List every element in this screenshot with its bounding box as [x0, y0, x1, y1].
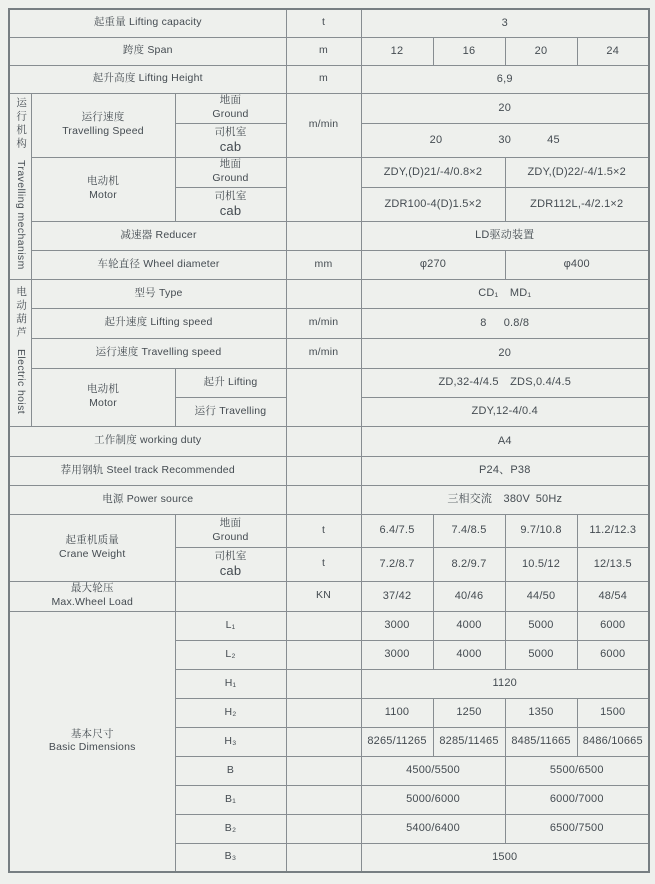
value-H3 [505, 727, 577, 756]
unit-span [286, 37, 361, 65]
section-label-travelling-mechanism [9, 93, 31, 279]
unit-empty [286, 221, 361, 250]
cell-line: 8 0.8/8 [480, 316, 530, 329]
value-wheel-diameter-a [361, 250, 505, 279]
cell-line: cab [219, 202, 242, 218]
value-max-wheel-load [577, 581, 649, 611]
row-label-wheel-diameter [31, 250, 286, 279]
value-L1 [577, 611, 649, 640]
value-B1 [361, 785, 505, 814]
cell-line: 6.4/7.5 [379, 524, 415, 537]
cell-line: 24 [606, 44, 620, 57]
row-label-type [31, 279, 286, 308]
value-H2 [505, 698, 577, 727]
vertical-label [13, 97, 27, 270]
value-motor-ground-b [505, 157, 649, 187]
value-B3 [361, 843, 649, 872]
value-span-20 [505, 37, 577, 65]
sublabel-L2 [175, 640, 286, 669]
cell-line: ZDY,(D)21/-4/0.8×2 [383, 165, 483, 178]
cell-line: 运行速度 Travelling speed [95, 346, 222, 359]
value-B1 [505, 785, 649, 814]
cell-line: P24、P38 [478, 464, 531, 477]
row-label-lifting-speed [31, 308, 286, 338]
value-lifting-speed [361, 308, 649, 338]
cell-line: B₁ [225, 792, 236, 805]
table-row [9, 65, 649, 93]
cell-line: φ400 [563, 258, 590, 271]
sublabel-B [175, 756, 286, 785]
unit-wheel-diameter [286, 250, 361, 279]
table-row [9, 368, 649, 397]
value-hoist-motor-travelling [361, 397, 649, 426]
unit-empty [286, 785, 361, 814]
cell-line: 司机室 [214, 126, 247, 139]
cell-line: 9.7/10.8 [520, 524, 562, 537]
cell-line: 跨度 Span [122, 44, 173, 57]
row-label-crane-weight [9, 514, 175, 581]
value-H3 [577, 727, 649, 756]
cell-line: 减速器 Reducer [120, 228, 197, 241]
value-L2 [505, 640, 577, 669]
cell-line: m [319, 72, 328, 85]
spec-table [8, 8, 650, 873]
sublabel-B1 [175, 785, 286, 814]
value-L1 [361, 611, 433, 640]
cell-line: Motor [89, 189, 117, 201]
row-label-max-wheel-load [9, 581, 175, 611]
table-row [9, 37, 649, 65]
value-lifting-capacity [361, 9, 649, 37]
cell-line: 6500/7500 [549, 822, 604, 835]
cell-line: 6000/7000 [549, 793, 604, 806]
cell-line: 司机室 [214, 190, 247, 203]
cell-line: 8285/11465 [439, 735, 499, 748]
cell-line: 起升 Lifting [203, 375, 258, 388]
cell-line: 4500/5500 [406, 764, 460, 777]
table-row [9, 426, 649, 456]
cell-line: L₂ [225, 647, 236, 660]
table-row [9, 308, 649, 338]
section-label-zh: 电动葫芦 [15, 286, 28, 341]
cell-line: 4000 [456, 619, 482, 632]
value-motor-ground-a [361, 157, 505, 187]
sublabel-B2 [175, 814, 286, 843]
cell-line: Ground [212, 108, 249, 120]
cell-line: 1350 [528, 706, 554, 719]
cell-line: H₁ [224, 676, 237, 689]
cell-line: 11.2/12.3 [589, 524, 637, 537]
value-span-12 [361, 37, 433, 65]
value-H2 [433, 698, 505, 727]
value-B [505, 756, 649, 785]
sublabel-B3 [175, 843, 286, 872]
cell-line: Basic Dimensions [48, 741, 136, 754]
cell-line: m/min [308, 346, 339, 359]
value-span-24 [577, 37, 649, 65]
row-label-travelling-motor [31, 157, 175, 221]
cell-line: 车轮直径 Wheel diameter [97, 257, 220, 270]
value-travelling-speed-ground [361, 93, 649, 123]
cell-line: 起重量 Lifting capacity [93, 16, 202, 29]
cell-line: t [321, 16, 326, 29]
cell-line: cab [219, 562, 242, 578]
row-label-basic-dimensions [9, 611, 175, 872]
cell-line: m [319, 44, 328, 57]
cell-line: 5000 [528, 619, 554, 632]
vertical-label [13, 286, 27, 414]
cell-line: 6,9 [496, 72, 513, 85]
value-part: 45 [547, 133, 560, 146]
cell-line: 20 [498, 346, 512, 359]
sublabel-travelling [175, 397, 286, 426]
value-L2 [361, 640, 433, 669]
cell-line: Motor [89, 397, 117, 409]
value-travelling-speed-cab [361, 123, 649, 157]
section-label-electric-hoist [9, 279, 31, 426]
cell-line: 12/13.5 [593, 557, 632, 570]
cell-line: 3 [501, 17, 508, 30]
cell-line: CD₁ MD₁ [478, 287, 532, 300]
value-B2 [361, 814, 505, 843]
table-row [9, 221, 649, 250]
section-label-zh: 运行机构 [15, 97, 28, 152]
table-row [9, 9, 649, 37]
cell-line: 电源 Power source [102, 492, 194, 505]
unit-max-wheel-load [286, 581, 361, 611]
cell-line: cab [219, 138, 242, 154]
cell-line: ZDR112L,-4/2.1×2 [530, 197, 624, 210]
unit-crane-weight-cab [286, 547, 361, 581]
cell-line: 5000 [528, 648, 554, 661]
unit-empty [286, 426, 361, 456]
cell-line: 运行速度 [81, 111, 125, 124]
value-working-duty [361, 426, 649, 456]
unit-lifting-speed [286, 308, 361, 338]
unit-empty [286, 814, 361, 843]
value-crane-weight-cab [505, 547, 577, 581]
cell-line: 20 [534, 44, 548, 57]
cell-line: 运行 Travelling [194, 404, 267, 417]
value-B [361, 756, 505, 785]
cell-line: m/min [308, 316, 339, 329]
table-row [9, 250, 649, 279]
cell-line: LD驱动装置 [475, 229, 535, 242]
row-label-power-source [9, 485, 286, 514]
cell-line: 最大轮压 [70, 582, 114, 595]
cell-line: L₁ [225, 618, 236, 631]
sublabel-empty [175, 581, 286, 611]
table-row [9, 611, 649, 640]
sublabel-ground [175, 514, 286, 547]
table-row [9, 338, 649, 368]
cell-line: KN [316, 589, 331, 602]
cell-line: ZDR100-4(D)1.5×2 [384, 197, 482, 210]
table-row [9, 157, 649, 187]
table-row [9, 456, 649, 485]
cell-line: Crane Weight [59, 547, 126, 560]
value-wheel-diameter-b [505, 250, 649, 279]
cell-line: 1500 [600, 706, 626, 719]
row-label-lifting-capacity [9, 9, 286, 37]
sublabel-L1 [175, 611, 286, 640]
cell-line: 司机室 [214, 550, 247, 563]
cell-line: Max.Wheel Load [51, 596, 134, 608]
value-L2 [577, 640, 649, 669]
cell-line: B₂ [224, 821, 237, 834]
cell-line: t [321, 523, 326, 536]
cell-line: 6000 [600, 648, 626, 661]
value-H3 [433, 727, 505, 756]
cell-line: 8.2/9.7 [451, 557, 487, 570]
cell-line: 5500/6500 [549, 764, 604, 777]
table-row [9, 581, 649, 611]
cell-line: 型号 Type [134, 286, 183, 299]
cell-line: 起重机质量 [65, 533, 119, 546]
unit-empty [286, 456, 361, 485]
value-motor-cab-a [361, 187, 505, 221]
cell-line: 37/42 [382, 589, 412, 602]
value-L1 [433, 611, 505, 640]
cell-line: t [321, 557, 326, 570]
table-row [9, 279, 649, 308]
value-crane-weight [505, 514, 577, 547]
cell-line: 5400/6400 [406, 822, 460, 835]
sublabel-cab [175, 123, 286, 157]
cell-line: A4 [497, 434, 512, 447]
cell-line: φ270 [419, 258, 447, 271]
cell-line: ZD,32-4/4.5 ZDS,0.4/4.5 [438, 376, 572, 389]
row-label-travelling-speed [31, 93, 175, 157]
cell-line: Ground [212, 172, 249, 184]
sublabel-cab [175, 187, 286, 221]
row-label-hoist-motor [31, 368, 175, 426]
table-row [9, 514, 649, 547]
value-hoist-type [361, 279, 649, 308]
cell-line: m/min [308, 118, 339, 131]
value-crane-weight [577, 514, 649, 547]
cell-line: 荐用钢轨 Steel track Recommended [60, 463, 235, 476]
value-B2 [505, 814, 649, 843]
cell-line: 8265/11265 [367, 735, 427, 748]
value-hoist-travelling-speed [361, 338, 649, 368]
row-label-reducer [31, 221, 286, 250]
cell-line: 7.4/8.5 [451, 524, 487, 537]
cell-line: 起升高度 Lifting Height [92, 72, 203, 85]
cell-line: 20 [498, 101, 512, 114]
unit-empty [286, 698, 361, 727]
value-crane-weight [433, 514, 505, 547]
row-label-lifting-height [9, 65, 286, 93]
cell-line: Travelling Speed [62, 125, 144, 137]
unit-hoist-travelling-speed [286, 338, 361, 368]
unit-travelling-speed [286, 93, 361, 157]
sublabel-H3 [175, 727, 286, 756]
cell-line: 16 [462, 44, 476, 57]
cell-line: H₃ [224, 734, 237, 747]
sublabel-H1 [175, 669, 286, 698]
row-label-hoist-travelling-speed [31, 338, 286, 368]
cell-line: B₃ [224, 850, 237, 863]
cell-line: ZDY,(D)22/-4/1.5×2 [527, 165, 626, 178]
cell-line: 地面 [219, 94, 242, 107]
cell-line: 8485/11665 [511, 735, 571, 748]
sublabel-H2 [175, 698, 286, 727]
section-label-en: Electric hoist [15, 349, 28, 415]
value-H2 [361, 698, 433, 727]
cell-line: 地面 [219, 516, 242, 529]
value-lifting-height [361, 65, 649, 93]
unit-empty [286, 727, 361, 756]
row-label-span [9, 37, 286, 65]
unit-empty [286, 157, 361, 221]
cell-line: 7.2/8.7 [379, 557, 415, 570]
cell-line: Ground [212, 530, 249, 543]
table-row [9, 485, 649, 514]
value-max-wheel-load [361, 581, 433, 611]
unit-empty [286, 279, 361, 308]
value-crane-weight [361, 514, 433, 547]
cell-line: 地面 [219, 158, 242, 171]
value-max-wheel-load [433, 581, 505, 611]
unit-lifting-capacity [286, 9, 361, 37]
sublabel-ground [175, 93, 286, 123]
cell-line: 12 [390, 44, 404, 57]
cell-line: 8486/10665 [582, 735, 643, 748]
sublabel-lifting [175, 368, 286, 397]
value-part: 20 [429, 133, 443, 146]
unit-empty [286, 669, 361, 698]
value-L2 [433, 640, 505, 669]
value-max-wheel-load [505, 581, 577, 611]
unit-empty [286, 640, 361, 669]
cell-line: 1250 [456, 706, 482, 719]
sublabel-ground [175, 157, 286, 187]
cell-line: 40/46 [454, 589, 484, 602]
value-L1 [505, 611, 577, 640]
cell-line: 电动机 [86, 383, 120, 396]
unit-empty [286, 368, 361, 426]
cell-line: 4000 [456, 648, 482, 661]
cell-line: 6000 [600, 619, 626, 632]
value-span-16 [433, 37, 505, 65]
sublabel-cab [175, 547, 286, 581]
cell-line: mm [314, 257, 333, 270]
value-steel-track [361, 456, 649, 485]
cell-line: 5000/6000 [406, 793, 460, 806]
value-hoist-motor-lifting [361, 368, 649, 397]
cell-line: 起升速度 Lifting speed [104, 316, 213, 329]
cell-line: 44/50 [526, 589, 556, 602]
value-power-source [361, 485, 649, 514]
unit-empty [286, 756, 361, 785]
table-row [9, 93, 649, 123]
unit-lifting-height [286, 65, 361, 93]
row-label-working-duty [9, 426, 286, 456]
value-H2 [577, 698, 649, 727]
value-part: 30 [498, 133, 512, 146]
cell-line: 电动机 [86, 175, 120, 188]
cell-line: 3000 [384, 619, 410, 632]
value-H1 [361, 669, 649, 698]
cell-line: 基本尺寸 [70, 727, 114, 740]
cell-line: 48/54 [598, 589, 628, 602]
cell-line: H₂ [224, 705, 237, 718]
cell-line: ZDY,12-4/0.4 [471, 405, 538, 418]
cell-line: 三相交流 380V 50Hz [447, 493, 563, 506]
spec-table-body [9, 9, 649, 872]
cell-line: 工作制度 working duty [94, 434, 202, 447]
value-H3 [361, 727, 433, 756]
unit-crane-weight-ground [286, 514, 361, 547]
value-reducer [361, 221, 649, 250]
value-crane-weight-cab [361, 547, 433, 581]
section-label-en: Travelling mechanism [15, 160, 28, 271]
value-motor-cab-b [505, 187, 649, 221]
unit-empty [286, 611, 361, 640]
unit-empty [286, 843, 361, 872]
cell-line: B [226, 763, 235, 776]
value-crane-weight-cab [433, 547, 505, 581]
cell-line: 3000 [384, 648, 410, 661]
unit-empty [286, 485, 361, 514]
cell-line: 1100 [384, 706, 410, 719]
cell-line: 1120 [492, 677, 517, 690]
value-crane-weight-cab [577, 547, 649, 581]
cell-line: 10.5/12 [521, 557, 561, 570]
row-label-steel-track [9, 456, 286, 485]
cell-line: 1500 [492, 851, 518, 864]
